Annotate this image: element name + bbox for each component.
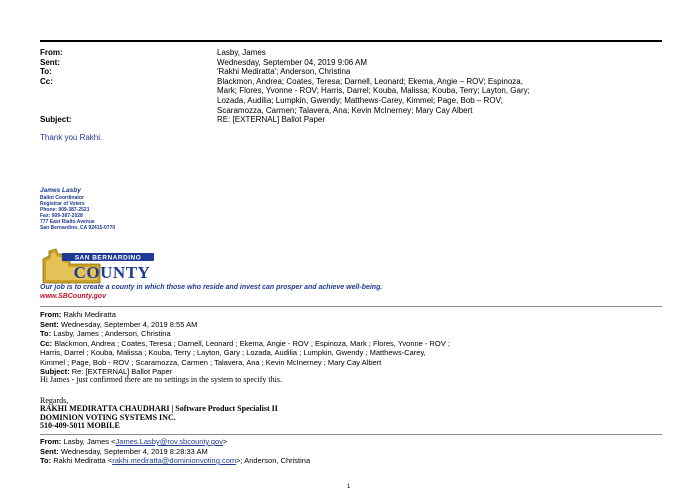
reply-cc-row — [40, 339, 670, 349]
reply-cc-line: Blackmon, Andrea ; Coates, Teresa ; Darnell, Leonard ; Ekema, Angie - ROV ; Espinoza, Mark ; Flores, Yvonne - ROV ; — [54, 338, 450, 348]
quoted-to-end: >; Anderson, Christina — [236, 456, 311, 465]
from-row — [40, 48, 670, 58]
cc-line: Mark; Flores, Yvonne - ROV; Harris, Darrel; Kouba, Malissa; Kouba, Terry; Layton, Gary; — [217, 86, 530, 96]
reply-cc-line: Harris, Darrel ; Kouba, Malissa ; Kouba, Terry ; Layton, Gary ; Lozada, Audilia ; Lumpkin, Gwendy ; Matthews-Carey, — [40, 348, 426, 357]
signature-line: Fax: 909-387-2028 — [40, 213, 83, 219]
reply-separator — [40, 306, 662, 307]
page-number: 1 — [347, 484, 351, 490]
reply-from-label: From: — [40, 310, 62, 319]
sent-value: Wednesday, September 04, 2019 9:06 AM — [217, 57, 368, 67]
logo-main-text: COUNTY — [73, 263, 151, 282]
reply-sent-value: Wednesday, September 4, 2019 8:55 AM — [60, 319, 198, 329]
reply-from-row — [40, 310, 670, 320]
mission-line: Our job is to create a county in which those who reside and invest can prosper and achieve well-being. — [40, 284, 383, 291]
reply-subject-value: Re: [EXTERNAL] Ballot Paper — [71, 367, 173, 376]
logo-top-text: SAN BERNARDINO — [74, 254, 142, 262]
quoted-to-name: Rakhi Mediratta < — [53, 456, 113, 465]
sent-label: Sent: — [40, 57, 60, 67]
reply-from-value: Rakhi Mediratta — [63, 310, 116, 319]
quoted-from-end: > — [222, 437, 228, 446]
cc-line: Lozada, Audilia; Lumpkin, Gwendy; Matthews-Carey, Kimmel; Page, Bob – ROV; — [217, 95, 503, 105]
reply-sig-line: RAKHI MEDIRATTA CHAUDHARI | Software Product Specialist II — [40, 404, 278, 414]
reply-cc-label: Cc: — [40, 338, 53, 348]
to-row — [40, 67, 670, 77]
reply-to-label: To: — [40, 329, 52, 338]
county-logo — [42, 247, 158, 285]
quoted-to-row — [40, 456, 670, 466]
to-label: To: — [40, 67, 52, 77]
subject-row — [40, 115, 670, 125]
reply-to-value: Lasby, James ; Anderson, Christina — [53, 329, 171, 338]
signature-name: James Lasby — [40, 187, 81, 194]
quoted-from-email-link[interactable]: James.Lasby@rov.sbcounty.gov — [115, 437, 223, 446]
cc-label: Cc: — [40, 76, 53, 86]
subject-label: Subject: — [40, 115, 72, 125]
reply-body: Hi James - just confirmed there are no settings in the system to specify this. — [40, 375, 282, 384]
signature-line: Registrar of Voters — [40, 201, 85, 207]
cc-line: Blackmon, Andrea; Coates, Teresa; Darnell, Leonard; Ekema, Angie – ROV; Espinoza, — [217, 76, 523, 86]
email-header — [40, 48, 670, 125]
reply-sent-row — [40, 320, 670, 330]
from-label: From: — [40, 48, 63, 57]
reply-sig-line: 510-409-5011 MOBILE — [40, 421, 120, 431]
regards-text: Regards, — [40, 396, 69, 405]
cc-value — [217, 77, 670, 115]
reply-header — [40, 310, 670, 377]
quoted-sent-row — [40, 447, 670, 457]
reply-sig-line: DOMINION VOTING SYSTEMS INC. — [40, 412, 176, 422]
reply-signature — [40, 397, 278, 431]
cc-line: Scaramozza, Carmen; Talavera, Ana; Kevin McInerney; Mary Cay Albert — [217, 105, 473, 115]
quoted-from-row — [40, 437, 670, 447]
quoted-to-label: To: — [40, 456, 52, 465]
mission-statement — [40, 284, 382, 301]
signature-line: 777 East Rialto Avenue — [40, 219, 95, 225]
to-value: 'Rakhi Mediratta'; Anderson, Christina — [217, 67, 351, 77]
header-rule — [40, 40, 662, 42]
reply-sent-label: Sent: — [40, 319, 59, 329]
reply-cc-line: Kimmel ; Page, Bob - ROV ; Scaramozza, Carmen ; Talavera, Ana ; Kevin McInerney ; Mary Cay Albert — [40, 357, 382, 367]
sent-row — [40, 58, 670, 68]
quoted-to-email-link[interactable]: rakhi.mediratta@dominionvoting.com — [112, 456, 237, 465]
signature-line: Phone: 909-387-2521 — [40, 207, 90, 213]
signature-block — [40, 187, 115, 231]
reply-subject-label: Subject: — [40, 367, 70, 376]
quoted-separator — [40, 434, 662, 435]
quoted-sent-label: Sent: — [40, 446, 59, 456]
subject-value: RE: [EXTERNAL] Ballot Paper — [217, 115, 326, 125]
signature-line: San Bernardino, CA 92415-0770 — [40, 225, 116, 231]
quoted-from-label: From: — [40, 437, 62, 446]
greeting-text: Thank you Rakhi. — [40, 133, 103, 142]
county-website-link[interactable]: www.SBCounty.gov — [40, 292, 106, 300]
quoted-sent-value: Wednesday, September 4, 2019 8:28:33 AM — [60, 446, 208, 456]
signature-line: Ballot Coordinator — [40, 195, 84, 201]
quoted-from-name: Lasby, James < — [63, 437, 116, 446]
cc-row — [40, 77, 670, 115]
from-value: Lasby, James — [217, 48, 266, 57]
reply-to-row — [40, 329, 670, 339]
quoted-header — [40, 437, 670, 466]
